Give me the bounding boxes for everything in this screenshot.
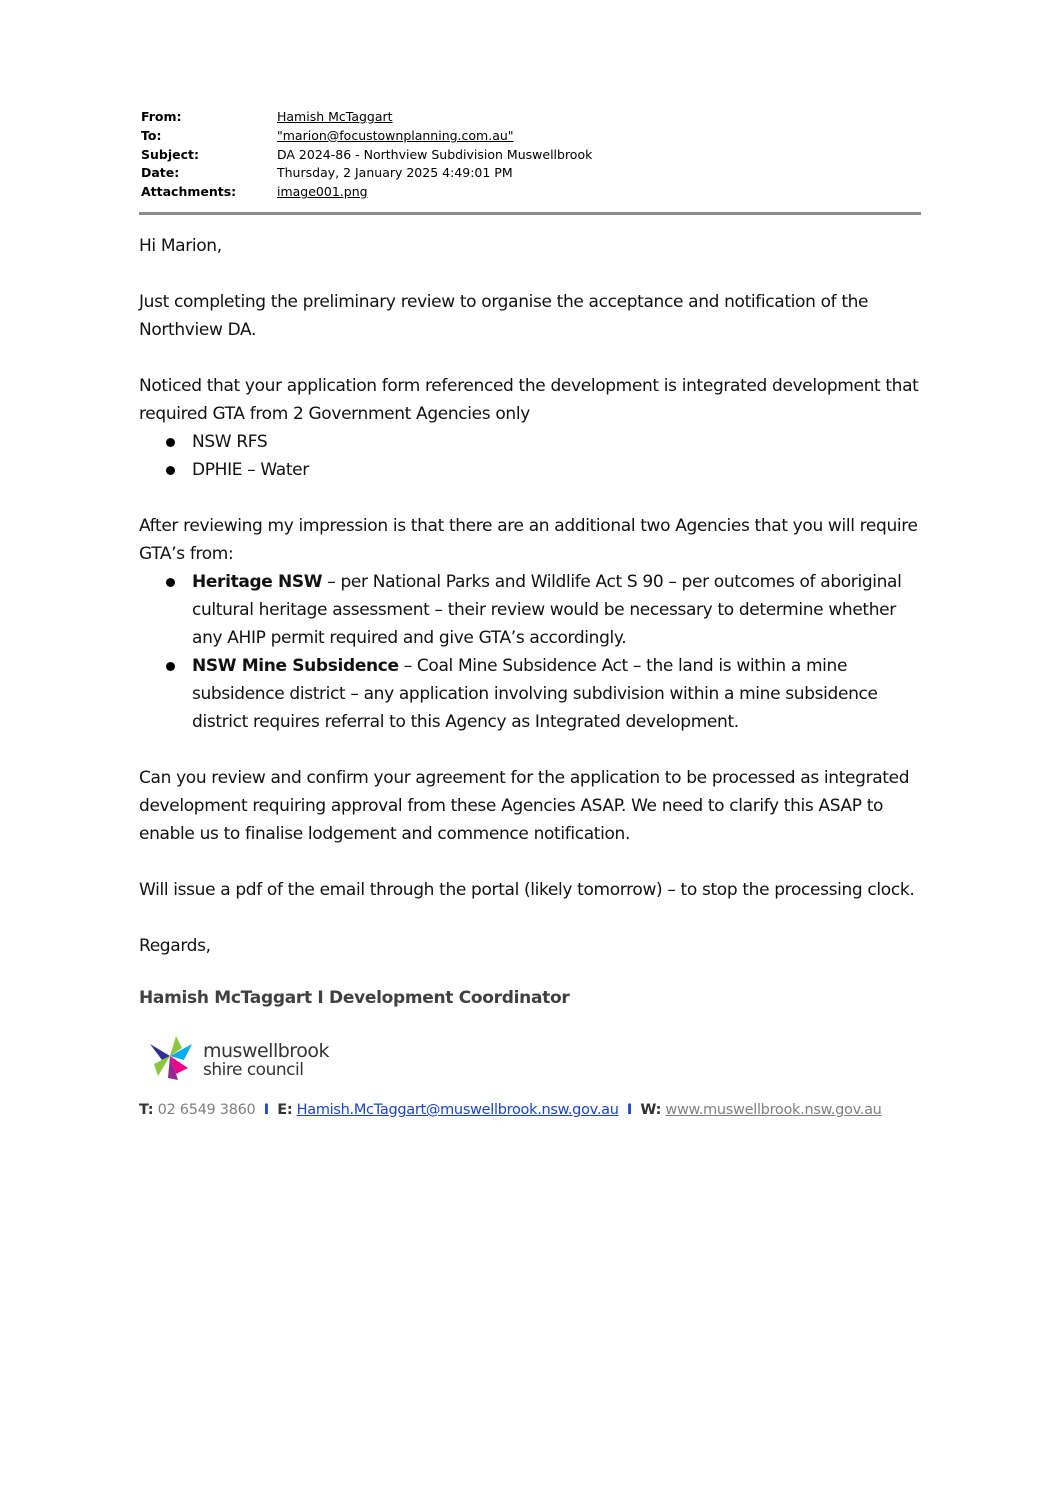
logo-text-line2: shire council: [203, 1060, 304, 1080]
paragraph-3: After reviewing my impression is that there are an additional two Agencies that you will require GTA’s from:: [139, 516, 918, 564]
contact-separator: I: [263, 1102, 269, 1118]
closing: Regards,: [139, 936, 211, 956]
list-item-text: – per National Parks and Wildlife Act S 90 – per outcomes of aboriginal cultural heritage assessment – their review would be necessary to determine whether any AHIP permit required and give GTA’s accordingly.: [192, 572, 902, 648]
email-header: [141, 108, 921, 202]
website-link[interactable]: www.muswellbrook.nsw.gov.au: [665, 1102, 882, 1118]
contact-separator: I: [626, 1102, 633, 1118]
list-item: [192, 428, 929, 456]
paragraph-1: Just completing the preliminary review to organise the acceptance and notification of the Northview DA.: [139, 292, 869, 340]
date-row: [141, 164, 921, 183]
attachments-row: [141, 183, 921, 202]
attachment-link[interactable]: image001.png: [277, 184, 368, 200]
from-label: From:: [141, 109, 182, 124]
web-label: W:: [640, 1102, 662, 1118]
logo-text-line1: muswellbrook: [203, 1040, 329, 1062]
agency-name: Heritage NSW: [192, 572, 323, 592]
bullet-icon: [166, 662, 175, 671]
to-row: [141, 127, 921, 146]
paragraph-4: Can you review and confirm your agreement for the application to be processed as integrated development requiring approval from these Agencies ASAP. We need to clarify this ASAP to enable us to finalise lodgement and commence notification.: [139, 768, 910, 844]
signature-name: Hamish McTaggart I Development Coordinator: [139, 988, 570, 1008]
council-logo: [148, 1030, 338, 1085]
subject-label: Subject:: [141, 146, 199, 162]
subject-value: DA 2024-86 - Northview Subdivision Muswellbrook: [277, 146, 593, 162]
list-item-text: NSW RFS: [192, 432, 268, 452]
agency-list-1: [139, 428, 929, 484]
list-item: [192, 456, 929, 484]
to-link[interactable]: "marion@focustownplanning.com.au": [277, 127, 514, 143]
agency-list-2: [139, 568, 929, 736]
paragraph-5: Will issue a pdf of the email through the portal (likely tomorrow) – to stop the processing clock.: [139, 880, 915, 900]
subject-row: [141, 146, 921, 165]
paragraph-2: Noticed that your application form referenced the development is integrated development that required GTA from 2 Government Agencies only: [139, 376, 919, 424]
from-link[interactable]: Hamish McTaggart: [277, 109, 393, 124]
email-label: E:: [277, 1102, 293, 1118]
from-row: [141, 108, 921, 127]
phone-label: T:: [139, 1102, 154, 1118]
logo-star-icon: [150, 1036, 192, 1080]
bullet-icon: [166, 466, 175, 475]
header-divider: [139, 212, 921, 215]
contact-line: [139, 1102, 882, 1118]
list-item: [192, 568, 929, 652]
date-value: Thursday, 2 January 2025 4:49:01 PM: [277, 165, 513, 181]
list-item-text: DPHIE – Water: [192, 460, 309, 480]
phone-number: 02 6549 3860: [157, 1102, 256, 1118]
to-label: To:: [141, 127, 162, 143]
bullet-icon: [166, 578, 175, 587]
list-item: [192, 652, 929, 736]
attachments-label: Attachments:: [141, 184, 237, 200]
bullet-icon: [166, 438, 175, 447]
date-label: Date:: [141, 165, 180, 181]
greeting: Hi Marion,: [139, 236, 222, 256]
email-link[interactable]: Hamish.McTaggart@muswellbrook.nsw.gov.au: [296, 1102, 619, 1118]
agency-name: NSW Mine Subsidence: [192, 656, 399, 676]
list-item-text: – Coal Mine Subsidence Act – the land is within a mine subsidence district – any application involving subdivision within a mine subsidence district requires referral to this Agency as Integrated development.: [192, 656, 878, 732]
email-body: [139, 232, 929, 988]
